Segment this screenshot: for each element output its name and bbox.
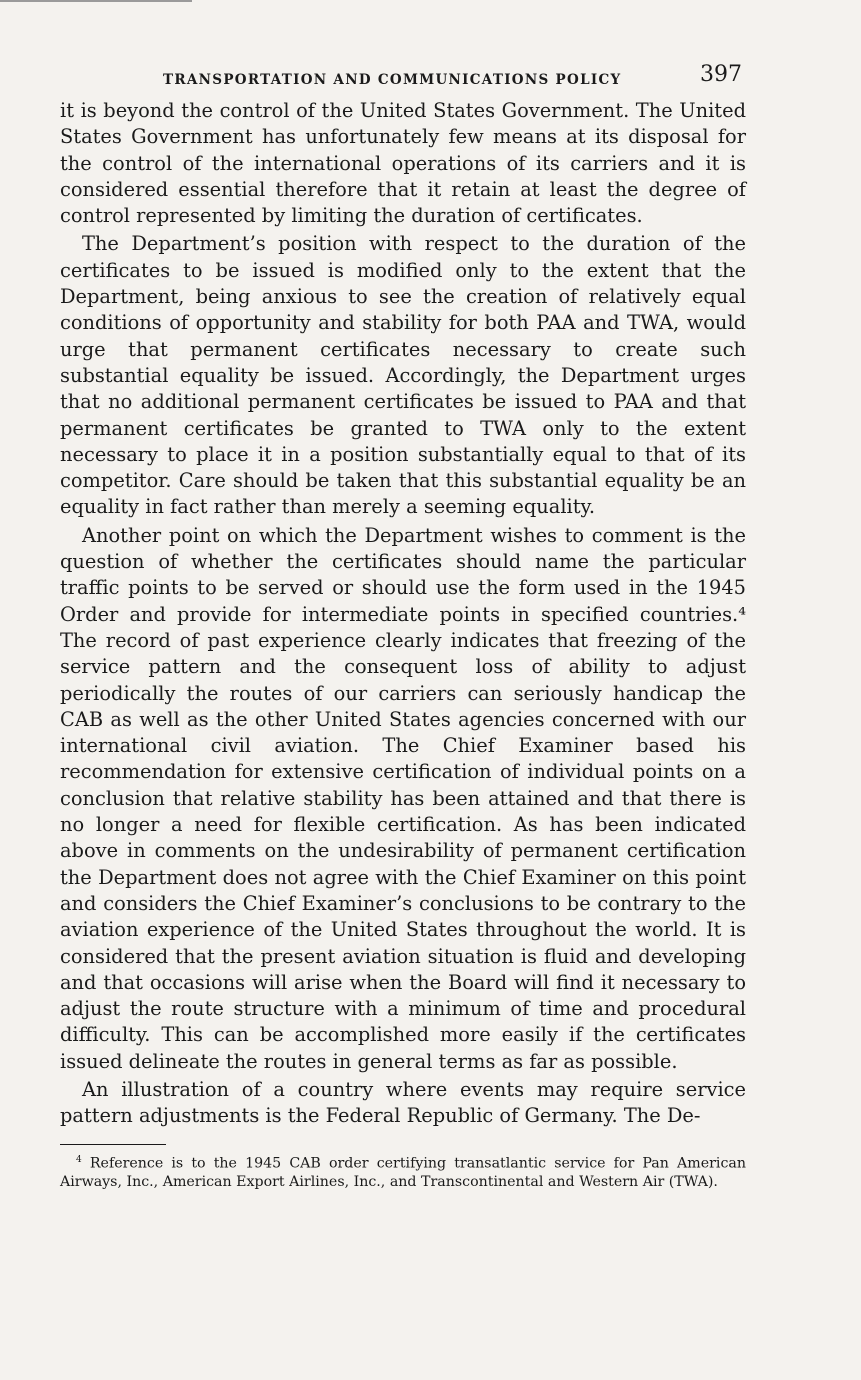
top-rule (0, 0, 192, 2)
paragraph: An illustration of a country where events may require service pattern adjustments is the Federal Republic of Germany. The De- (60, 1077, 746, 1128)
paragraph-continued: it is beyond the control of the United States Government. The United States Government has unfortunately few means at its disposal for the control of the international operations of its carriers and it is considered essential therefore that it retain at least the degree of control represented by limiting the duration of certificates. (60, 99, 746, 228)
paragraph: Another point on which the Department wishes to comment is the question of whether the certificates should name the particular traffic points to be served or should use the form used in the 1945 Order and provide for intermediate points in specified countries.⁴ The record of past experience clearly indicates that freezing of the service pattern and the consequent loss of ability to adjust periodically the routes of our carriers can seriously handicap the CAB as well as the other United States agencies concerned with our international civil aviation. The Chief Examiner based his recommendation for extensive certification of individual points on a conclusion that relative stability has been attained and that there is no longer a need for flexible certification. As has been indicated above in comments on the undesirability of permanent certification the Department does not agree with the Chief Examiner on this point and considers the Chief Examiner’s conclusions to be contrary to the aviation experience of the United States throughout the world. It is considered that the present aviation situation is fluid and developing and that occasions will arise when the Board will find it necessary to adjust the route structure with a minimum of time and procedural difficulty. This can be accomplished more easily if the certificates issued delineate the routes in general terms as far as possible. (60, 523, 746, 1073)
footnote-text: Reference is to the 1945 CAB order certifying transatlantic service for Pan American Airways, Inc., American Export Airlines, Inc., and Transcontinental and Western Air (TWA). (60, 1155, 746, 1191)
footnote-marker: 4 (76, 1154, 82, 1165)
footnote (60, 1151, 746, 1193)
paragraph: The Department’s position with respect to the duration of the certificates to be issued is modified only to the extent that the Department, being anxious to see the creation of relatively equal conditions of opportunity and stability for both PAA and TWA, would urge that permanent certificates necessary to create such substantial equality be issued. Accordingly, the Department urges that no additional permanent certificates be issued to PAA and that permanent certificates be granted to TWA only to the extent necessary to place it in a position substantially equal to that of its competitor. Care should be taken that this substantial equality be an equality in fact rather than merely a seeming equality. (60, 232, 746, 519)
footnote-rule (60, 1144, 166, 1145)
document-page (60, 62, 746, 1192)
body-text (60, 98, 746, 1130)
running-head (60, 62, 746, 98)
page-number: 397 (700, 62, 742, 87)
running-title: TRANSPORTATION AND COMMUNICATIONS POLICY (163, 72, 622, 88)
